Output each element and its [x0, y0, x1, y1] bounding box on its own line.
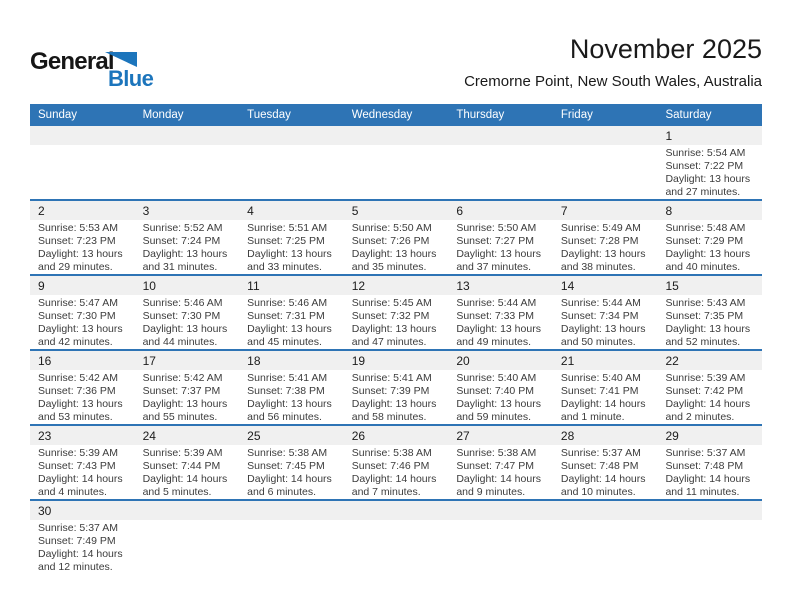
- day-details: [657, 372, 762, 424]
- daylight-hours-text: Daylight: 13 hours: [456, 248, 541, 260]
- day-details: [30, 447, 135, 499]
- sunset-text: Sunset: 7:25 PM: [247, 235, 325, 247]
- empty-day-details: [448, 147, 553, 199]
- sunset-text: Sunset: 7:27 PM: [456, 235, 534, 247]
- week-row: [30, 501, 762, 574]
- day-details: [553, 372, 658, 424]
- day-details: [344, 297, 449, 349]
- day-details: [30, 297, 135, 349]
- sunset-text: Sunset: 7:30 PM: [142, 310, 221, 322]
- daylight-hours-text: Daylight: 14 hours: [38, 473, 123, 485]
- daylight-minutes-text: and 12 minutes.: [38, 561, 113, 573]
- sunrise-text: Sunrise: 5:39 AM: [142, 447, 223, 459]
- day-number: 1: [665, 128, 673, 143]
- sunrise-text: Sunrise: 5:41 AM: [351, 372, 432, 384]
- day-number: 5: [351, 203, 359, 218]
- daylight-hours-text: Daylight: 13 hours: [38, 398, 123, 410]
- day-number: 8: [665, 203, 673, 218]
- sunrise-text: Sunrise: 5:39 AM: [665, 372, 746, 384]
- day-details: [553, 297, 658, 349]
- empty-day-details: [553, 147, 658, 199]
- daylight-hours-text: Daylight: 13 hours: [665, 323, 751, 335]
- sunset-text: Sunset: 7:46 PM: [351, 460, 430, 472]
- sunrise-text: Sunrise: 5:48 AM: [665, 222, 746, 234]
- daylight-hours-text: Daylight: 14 hours: [456, 473, 541, 485]
- daylight-minutes-text: and 6 minutes.: [247, 486, 317, 498]
- daylight-hours-text: Daylight: 13 hours: [665, 248, 751, 260]
- daylight-hours-text: Daylight: 13 hours: [142, 323, 228, 335]
- week-row: [30, 426, 762, 501]
- daylight-hours-text: Daylight: 14 hours: [142, 473, 228, 485]
- page-title: November 2025: [569, 34, 762, 64]
- day-details: [239, 372, 344, 424]
- day-number: 18: [247, 353, 261, 368]
- day-details: [30, 522, 135, 574]
- sunset-text: Sunset: 7:44 PM: [142, 460, 221, 472]
- day-number: 19: [351, 353, 366, 368]
- daylight-hours-text: Daylight: 13 hours: [247, 398, 332, 410]
- daylight-minutes-text: and 35 minutes.: [351, 261, 427, 273]
- day-detail-band: [30, 220, 762, 274]
- daylight-hours-text: Daylight: 13 hours: [456, 398, 541, 410]
- empty-day-details: [239, 522, 344, 574]
- day-number-band: [30, 501, 762, 520]
- day-details: [553, 447, 658, 499]
- daylight-hours-text: Daylight: 14 hours: [247, 473, 332, 485]
- daylight-minutes-text: and 7 minutes.: [351, 486, 421, 498]
- daylight-hours-text: Daylight: 14 hours: [351, 473, 437, 485]
- day-number: 17: [142, 353, 156, 368]
- daylight-minutes-text: and 29 minutes.: [38, 261, 113, 273]
- empty-day-details: [344, 522, 449, 574]
- sunset-text: Sunset: 7:26 PM: [351, 235, 430, 247]
- day-number: 7: [560, 203, 568, 218]
- day-number: 14: [560, 278, 575, 293]
- daylight-hours-text: Daylight: 13 hours: [247, 323, 332, 335]
- sunrise-text: Sunrise: 5:37 AM: [560, 447, 641, 459]
- daylight-hours-text: Daylight: 13 hours: [665, 173, 751, 185]
- sunset-text: Sunset: 7:31 PM: [247, 310, 325, 322]
- sunset-text: Sunset: 7:29 PM: [665, 235, 744, 247]
- weekday-thursday: Thursday: [456, 109, 505, 121]
- day-details: [30, 372, 135, 424]
- day-number: 24: [142, 428, 156, 443]
- daylight-minutes-text: and 10 minutes.: [560, 486, 636, 498]
- day-number: 30: [38, 503, 52, 518]
- sunrise-text: Sunrise: 5:51 AM: [247, 222, 328, 234]
- sunset-text: Sunset: 7:41 PM: [560, 385, 639, 397]
- sunset-text: Sunset: 7:39 PM: [351, 385, 430, 397]
- empty-day-details: [239, 147, 344, 199]
- daylight-hours-text: Daylight: 13 hours: [456, 323, 541, 335]
- daylight-minutes-text: and 49 minutes.: [456, 336, 532, 348]
- calendar-table: [30, 104, 762, 574]
- daylight-minutes-text: and 50 minutes.: [560, 336, 636, 348]
- day-detail-band: [30, 295, 762, 349]
- daylight-minutes-text: and 47 minutes.: [351, 336, 427, 348]
- sunset-text: Sunset: 7:40 PM: [456, 385, 534, 397]
- sunset-text: Sunset: 7:45 PM: [247, 460, 325, 472]
- sunrise-text: Sunrise: 5:47 AM: [38, 297, 118, 309]
- calendar-weeks: [30, 126, 762, 574]
- day-number-band: [30, 201, 762, 220]
- daylight-minutes-text: and 40 minutes.: [665, 261, 741, 273]
- daylight-minutes-text: and 31 minutes.: [142, 261, 218, 273]
- day-detail-band: [30, 145, 762, 199]
- day-details: [239, 447, 344, 499]
- daylight-minutes-text: and 5 minutes.: [142, 486, 212, 498]
- daylight-minutes-text: and 53 minutes.: [38, 411, 113, 423]
- week-row: [30, 351, 762, 426]
- sunrise-text: Sunrise: 5:46 AM: [142, 297, 223, 309]
- daylight-hours-text: Daylight: 13 hours: [142, 248, 228, 260]
- daylight-hours-text: Daylight: 13 hours: [351, 323, 437, 335]
- sunset-text: Sunset: 7:34 PM: [560, 310, 639, 322]
- daylight-hours-text: Daylight: 13 hours: [142, 398, 228, 410]
- daylight-hours-text: Daylight: 14 hours: [38, 548, 123, 560]
- daylight-minutes-text: and 1 minute.: [560, 411, 625, 423]
- sunset-text: Sunset: 7:48 PM: [665, 460, 744, 472]
- daylight-minutes-text: and 33 minutes.: [247, 261, 322, 273]
- sunset-text: Sunset: 7:36 PM: [38, 385, 116, 397]
- day-details: [135, 372, 240, 424]
- sunset-text: Sunset: 7:43 PM: [38, 460, 116, 472]
- logo-text-blue: Blue: [108, 66, 154, 91]
- day-number-band: [30, 276, 762, 295]
- day-details: [657, 147, 762, 199]
- sunset-text: Sunset: 7:33 PM: [456, 310, 534, 322]
- day-number: 11: [247, 278, 260, 293]
- day-details: [135, 222, 240, 274]
- day-details: [448, 297, 553, 349]
- day-number: 22: [665, 353, 679, 368]
- empty-day-details: [657, 522, 762, 574]
- sunset-text: Sunset: 7:23 PM: [38, 235, 116, 247]
- sunset-text: Sunset: 7:49 PM: [38, 535, 116, 547]
- day-number: 4: [247, 203, 254, 218]
- week-row: [30, 126, 762, 201]
- daylight-minutes-text: and 4 minutes.: [38, 486, 107, 498]
- daylight-hours-text: Daylight: 13 hours: [560, 248, 646, 260]
- sunset-text: Sunset: 7:48 PM: [560, 460, 639, 472]
- sunrise-text: Sunrise: 5:43 AM: [665, 297, 746, 309]
- sunset-text: Sunset: 7:38 PM: [247, 385, 325, 397]
- day-details: [239, 297, 344, 349]
- sunset-text: Sunset: 7:47 PM: [456, 460, 534, 472]
- day-number: 23: [38, 428, 52, 443]
- day-number: 12: [351, 278, 366, 293]
- day-number-band: [30, 351, 762, 370]
- day-details: [239, 222, 344, 274]
- day-number-band: [30, 426, 762, 445]
- sunrise-text: Sunrise: 5:37 AM: [38, 522, 118, 534]
- sunset-text: Sunset: 7:30 PM: [38, 310, 116, 322]
- day-details: [135, 297, 240, 349]
- weekday-sunday: Sunday: [38, 109, 78, 121]
- page-subtitle: Cremorne Point, New South Wales, Australia: [464, 73, 762, 90]
- sunrise-text: Sunrise: 5:42 AM: [142, 372, 223, 384]
- daylight-minutes-text: and 38 minutes.: [560, 261, 636, 273]
- sunrise-text: Sunrise: 5:42 AM: [38, 372, 118, 384]
- sunrise-text: Sunrise: 5:37 AM: [665, 447, 746, 459]
- daylight-minutes-text: and 42 minutes.: [38, 336, 113, 348]
- sunrise-text: Sunrise: 5:52 AM: [142, 222, 223, 234]
- sunrise-text: Sunrise: 5:53 AM: [38, 222, 118, 234]
- day-details: [30, 222, 135, 274]
- daylight-minutes-text: and 11 minutes.: [665, 486, 740, 498]
- sunrise-text: Sunrise: 5:54 AM: [665, 147, 746, 159]
- day-details: [657, 222, 762, 274]
- sunrise-text: Sunrise: 5:50 AM: [351, 222, 432, 234]
- day-details: [553, 222, 658, 274]
- day-details: [657, 447, 762, 499]
- sunrise-text: Sunrise: 5:40 AM: [456, 372, 537, 384]
- sunset-text: Sunset: 7:22 PM: [665, 160, 744, 172]
- daylight-minutes-text: and 45 minutes.: [247, 336, 322, 348]
- day-number: 13: [456, 278, 470, 293]
- week-row: [30, 201, 762, 276]
- day-number: 26: [351, 428, 366, 443]
- day-number: 27: [456, 428, 470, 443]
- day-details: [448, 447, 553, 499]
- day-number: 3: [142, 203, 150, 218]
- sunrise-text: Sunrise: 5:46 AM: [247, 297, 328, 309]
- day-details: [344, 372, 449, 424]
- daylight-minutes-text: and 52 minutes.: [665, 336, 741, 348]
- day-number: 2: [38, 203, 45, 218]
- day-number: 10: [142, 278, 156, 293]
- day-number: 6: [456, 203, 463, 218]
- day-details: [657, 297, 762, 349]
- daylight-minutes-text: and 56 minutes.: [247, 411, 322, 423]
- week-row: [30, 276, 762, 351]
- daylight-minutes-text: and 59 minutes.: [456, 411, 532, 423]
- general-blue-logo: [30, 48, 170, 98]
- daylight-hours-text: Daylight: 13 hours: [38, 323, 123, 335]
- sunrise-text: Sunrise: 5:40 AM: [560, 372, 641, 384]
- sunset-text: Sunset: 7:24 PM: [142, 235, 221, 247]
- day-number: 15: [665, 278, 679, 293]
- weekday-monday: Monday: [142, 109, 184, 121]
- empty-day-details: [30, 147, 135, 199]
- daylight-hours-text: Daylight: 14 hours: [665, 398, 751, 410]
- daylight-hours-text: Daylight: 13 hours: [247, 248, 332, 260]
- daylight-hours-text: Daylight: 13 hours: [38, 248, 123, 260]
- weekday-header-row: [30, 104, 762, 126]
- day-details: [448, 372, 553, 424]
- sunrise-text: Sunrise: 5:45 AM: [351, 297, 432, 309]
- weekday-saturday: Saturday: [665, 109, 712, 121]
- day-detail-band: [30, 445, 762, 499]
- daylight-minutes-text: and 9 minutes.: [456, 486, 526, 498]
- day-details: [135, 447, 240, 499]
- sunrise-text: Sunrise: 5:44 AM: [456, 297, 537, 309]
- sunset-text: Sunset: 7:32 PM: [351, 310, 430, 322]
- day-number: 21: [560, 353, 575, 368]
- sunset-text: Sunset: 7:35 PM: [665, 310, 744, 322]
- sunrise-text: Sunrise: 5:38 AM: [351, 447, 432, 459]
- sunset-text: Sunset: 7:42 PM: [665, 385, 744, 397]
- empty-day-details: [448, 522, 553, 574]
- daylight-hours-text: Daylight: 13 hours: [351, 248, 437, 260]
- daylight-hours-text: Daylight: 13 hours: [351, 398, 437, 410]
- day-number: 9: [38, 278, 45, 293]
- empty-day-details: [135, 522, 240, 574]
- day-detail-band: [30, 370, 762, 424]
- sunrise-text: Sunrise: 5:39 AM: [38, 447, 118, 459]
- empty-day-details: [553, 522, 658, 574]
- sunset-text: Sunset: 7:37 PM: [142, 385, 221, 397]
- day-details: [448, 222, 553, 274]
- daylight-hours-text: Daylight: 14 hours: [665, 473, 751, 485]
- day-number-band: [30, 126, 762, 145]
- day-details: [344, 222, 449, 274]
- weekday-tuesday: Tuesday: [247, 109, 291, 121]
- weekday-friday: Friday: [560, 109, 593, 121]
- sunrise-text: Sunrise: 5:38 AM: [247, 447, 328, 459]
- title-block: [464, 34, 762, 90]
- sunset-text: Sunset: 7:28 PM: [560, 235, 639, 247]
- daylight-minutes-text: and 27 minutes.: [665, 186, 741, 198]
- sunrise-text: Sunrise: 5:50 AM: [456, 222, 537, 234]
- day-details: [344, 447, 449, 499]
- sunrise-text: Sunrise: 5:44 AM: [560, 297, 641, 309]
- day-number: 20: [456, 353, 470, 368]
- daylight-hours-text: Daylight: 13 hours: [560, 323, 646, 335]
- empty-day-details: [344, 147, 449, 199]
- sunrise-text: Sunrise: 5:38 AM: [456, 447, 537, 459]
- sunrise-text: Sunrise: 5:41 AM: [247, 372, 328, 384]
- empty-day-details: [135, 147, 240, 199]
- daylight-hours-text: Daylight: 14 hours: [560, 398, 646, 410]
- daylight-minutes-text: and 2 minutes.: [665, 411, 735, 423]
- daylight-minutes-text: and 37 minutes.: [456, 261, 532, 273]
- daylight-minutes-text: and 44 minutes.: [142, 336, 218, 348]
- daylight-hours-text: Daylight: 14 hours: [560, 473, 646, 485]
- day-detail-band: [30, 520, 762, 574]
- day-number: 16: [38, 353, 52, 368]
- weekday-wednesday: Wednesday: [351, 109, 413, 121]
- daylight-minutes-text: and 58 minutes.: [351, 411, 427, 423]
- day-number: 28: [560, 428, 575, 443]
- logo-text-general: General: [30, 48, 114, 75]
- daylight-minutes-text: and 55 minutes.: [142, 411, 218, 423]
- day-number: 29: [665, 428, 679, 443]
- day-number: 25: [247, 428, 261, 443]
- sunrise-text: Sunrise: 5:49 AM: [560, 222, 641, 234]
